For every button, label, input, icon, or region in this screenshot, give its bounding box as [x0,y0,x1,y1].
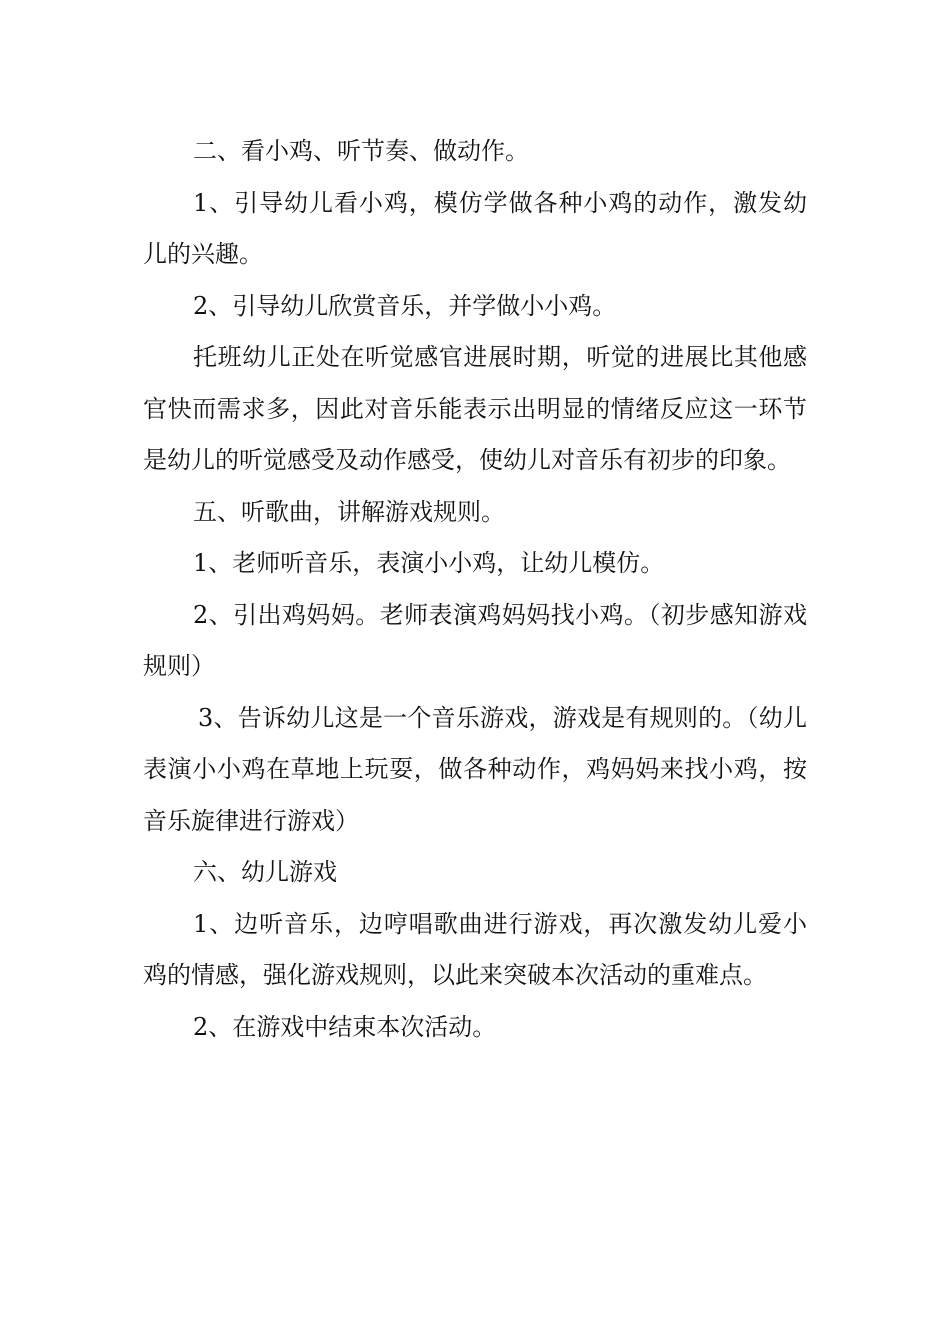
explanation-paragraph: 托班幼儿正处在听觉感官进展时期，听觉的进展比其他感官快而需求多，因此对音乐能表示出明显的情绪反应这一环节是幼儿的听觉感受及动作感受，使幼儿对音乐有初步的印象。 [143,343,807,474]
step-guide-appreciate-music: 2、引导幼儿欣赏音乐，并学做小小鸡。 [193,291,617,320]
step-teacher-performs: 1、老师听音乐，表演小小鸡，让幼儿模仿。 [193,549,665,577]
section-heading-listen-song: 五、听歌曲，讲解游戏规则。 [193,497,505,526]
step-play-with-music: 1、边听音乐，边哼唱歌曲进行游戏，再次激发幼儿爱小鸡的情感，强化游戏规则，以此来突破本次活动的重难点。 [143,909,807,989]
step-tell-rules: 3、告诉幼儿这是一个音乐游戏，游戏是有规则的。（幼儿表演小小鸡在草地上玩耍，做各种动作，鸡妈妈来找小鸡，按音乐旋律进行游戏） [143,703,807,835]
section-heading-watch-chicks: 二、看小鸡、听节奏、做动作。 [193,137,529,165]
section-heading-children-game: 六、幼儿游戏 [193,858,337,886]
step-guide-watch-chicks: 1、引导幼儿看小鸡，模仿学做各种小鸡的动作，激发幼儿的兴趣。 [143,188,807,268]
step-end-activity: 2、在游戏中结束本次活动。 [193,1012,497,1041]
step-hen-mother: 2、引出鸡妈妈。老师表演鸡妈妈找小鸡。（初步感知游戏规则） [143,600,807,680]
document-body [143,126,807,1053]
